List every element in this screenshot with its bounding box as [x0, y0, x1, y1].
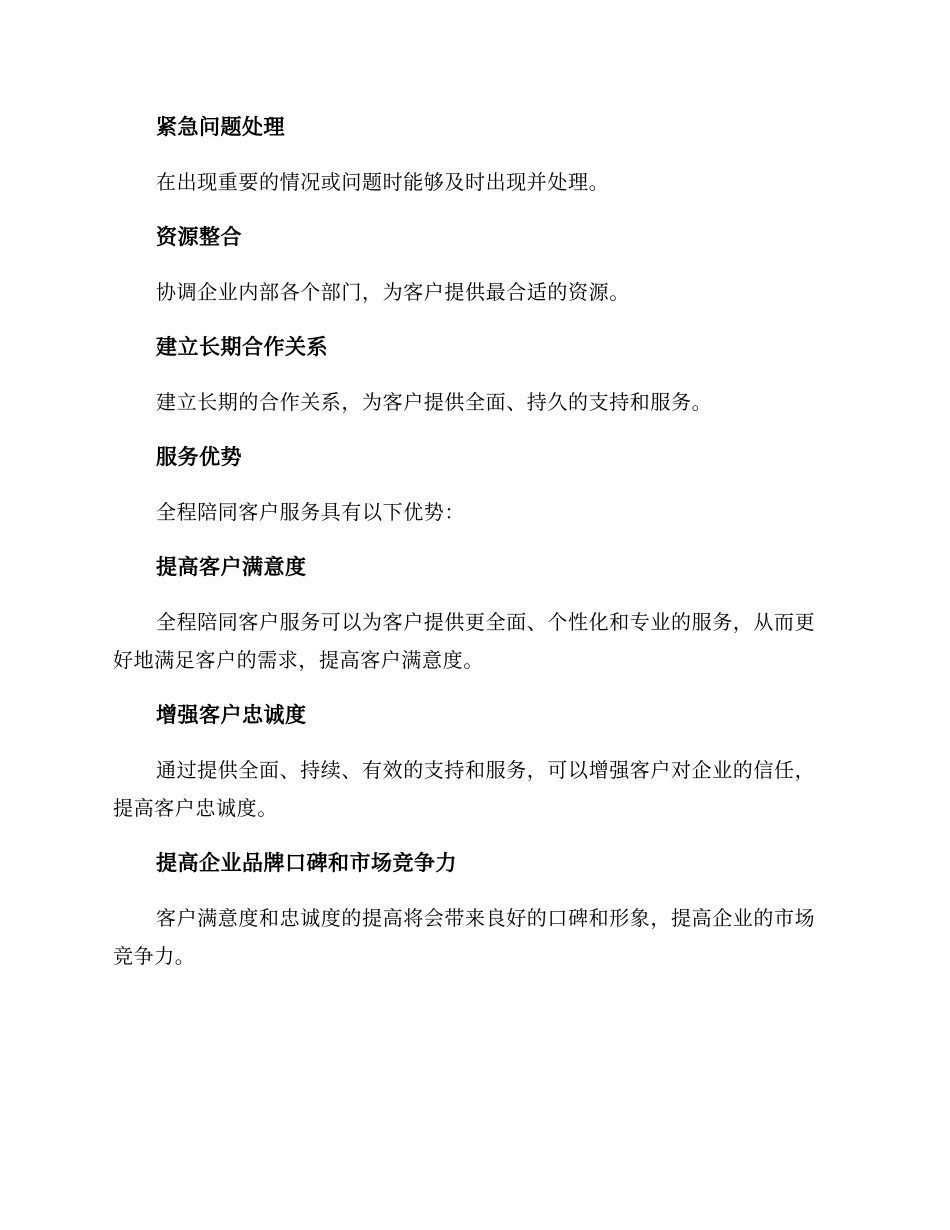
section-heading: 紧急问题处理 [156, 115, 285, 139]
section-paragraph: 建立长期的合作关系，为客户提供全面、持久的支持和服务。 [156, 390, 713, 414]
section-heading: 增强客户忠诚度 [156, 703, 307, 727]
section-heading: 资源整合 [156, 225, 242, 249]
section-heading: 服务优势 [156, 445, 242, 469]
section-paragraph: 通过提供全面、持续、有效的支持和服务，可以增强客户对企业的信任，提高客户忠诚度。 [113, 758, 816, 820]
section-paragraph: 协调企业内部各个部门，为客户提供最合适的资源。 [156, 280, 630, 304]
section-paragraph: 全程陪同客户服务可以为客户提供更全面、个性化和专业的服务，从而更好地满足客户的需求，提高客户满意度。 [113, 610, 816, 672]
section-heading: 建立长期合作关系 [156, 335, 328, 359]
section-heading: 提高客户满意度 [156, 555, 307, 579]
section-paragraph: 在出现重要的情况或问题时能够及时出现并处理。 [156, 170, 610, 194]
section-paragraph: 全程陪同客户服务具有以下优势： [156, 500, 465, 524]
section-heading: 提高企业品牌口碑和市场竞争力 [156, 851, 457, 875]
section-paragraph: 客户满意度和忠诚度的提高将会带来良好的口碑和形象，提高企业的市场竞争力。 [113, 906, 816, 968]
document-body [113, 108, 833, 975]
